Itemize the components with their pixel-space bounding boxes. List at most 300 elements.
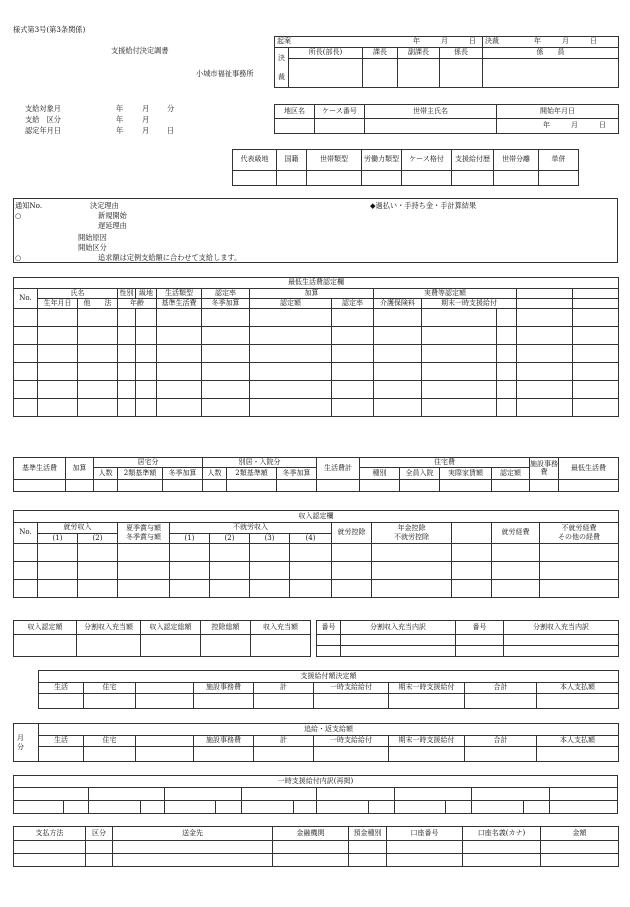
reason-3: 開始原因: [78, 233, 107, 242]
blank-cell: [203, 480, 227, 492]
header-cell: 性別: [119, 288, 134, 297]
blank-cell: [452, 523, 492, 544]
blank-cell: [349, 854, 387, 867]
blank-cell: [136, 683, 194, 694]
header-cell: (1): [38, 534, 78, 544]
header-cell: (3): [250, 534, 290, 544]
blank-cell: [84, 694, 136, 709]
header-cell: 住宅: [84, 736, 136, 747]
case-table: [274, 104, 619, 134]
blank-cell: [170, 580, 210, 598]
blank-cell: [242, 788, 317, 801]
blank-cell: [136, 399, 157, 417]
header-cell: 基準生活費: [14, 458, 66, 480]
blank-cell: [113, 841, 273, 854]
blank-cell: [164, 788, 241, 801]
decision-table: [38, 670, 619, 709]
blank-cell: [456, 635, 504, 646]
blank-cell: [314, 694, 389, 709]
blank-cell: [559, 480, 619, 492]
blank-cell: [465, 694, 537, 709]
blank-cell: [446, 801, 472, 814]
header-cell: 生活費計: [317, 458, 360, 480]
blank-cell: [573, 309, 619, 327]
header-cell: 支払方法: [14, 827, 86, 841]
blank-cell: [118, 345, 136, 363]
blank-cell: [157, 399, 202, 417]
blank-cell: [463, 854, 541, 867]
temp-table: [13, 775, 618, 814]
bunkatsu-table: [316, 620, 619, 657]
blank-cell: [210, 544, 250, 562]
blank-cell: [402, 171, 452, 186]
header-cell: 介護保険料: [374, 299, 422, 309]
header-cell: 分割収入充当内訳: [504, 621, 619, 635]
col-kakari: 係 員: [483, 48, 619, 59]
header-cell: 分割収入充当内訳: [341, 621, 456, 635]
circle-1: ○: [15, 211, 22, 220]
header-cell: 氏名: [38, 289, 118, 299]
header-cell: 住宅: [84, 683, 136, 694]
blank-cell: [118, 381, 136, 399]
blank-cell: [14, 363, 38, 381]
blank-cell: [140, 801, 164, 814]
blank-cell: [136, 736, 194, 747]
blank-cell: [452, 544, 492, 562]
blank-cell: [14, 580, 38, 598]
blank-cell: [38, 363, 78, 381]
header-cell: 2類基準額: [227, 468, 277, 480]
blank-cell: [504, 646, 619, 657]
blank-cell: [372, 562, 452, 580]
header-cell: 番号: [317, 621, 341, 635]
header-cell: 認定額: [492, 468, 530, 480]
blank-cell: [452, 562, 492, 580]
blank-cell: [89, 801, 141, 814]
blank-cell: [202, 327, 250, 345]
col-case-kaku: ケース格付: [402, 150, 452, 171]
blank-cell: [374, 363, 422, 381]
blank-cell: [14, 480, 66, 492]
blank-cell: [290, 580, 332, 598]
blank-cell: [202, 345, 250, 363]
blank-cell: [242, 801, 294, 814]
header-cell: 就労経費: [492, 523, 540, 544]
blank-cell: [374, 309, 422, 327]
blank-cell: [537, 747, 619, 762]
blank-cell: [549, 788, 617, 801]
blank-cell: [202, 309, 250, 327]
blank-cell: [517, 327, 573, 345]
header-cell: 期末一時支援給付: [389, 736, 465, 747]
header-cell: 認定率: [202, 289, 250, 299]
blank-cell: [201, 635, 251, 657]
rep-table: [232, 149, 579, 186]
blank-cell: [398, 59, 440, 88]
blank-cell: [540, 562, 619, 580]
header-cell: 生活類型: [157, 289, 202, 299]
blank-cell: [113, 854, 273, 867]
blank-cell: [317, 480, 360, 492]
blank-cell: [250, 381, 332, 399]
blank-cell: [389, 694, 465, 709]
blank-cell: [497, 327, 517, 345]
header-cell: 決裁 年 月 日: [483, 37, 619, 48]
blank-cell: [78, 327, 118, 345]
blank-cell: [202, 399, 250, 417]
blank-cell: [136, 747, 194, 762]
blank-cell: [573, 345, 619, 363]
addback-title: 追給・返支給額: [39, 724, 619, 736]
header-cell: 冬季加算: [163, 468, 203, 480]
blank-cell: [157, 327, 202, 345]
blank-cell: [233, 171, 277, 186]
blank-cell: [422, 363, 497, 381]
blank-cell: [314, 747, 389, 762]
blank-cell: [63, 801, 89, 814]
blank-cell: [202, 363, 250, 381]
blank-cell: [78, 580, 118, 598]
blank-cell: [400, 480, 440, 492]
header-cell: 金額: [541, 827, 619, 841]
blank-cell: [14, 841, 86, 854]
header-cell: (4): [290, 534, 332, 544]
blank-cell: [463, 841, 541, 854]
blank-cell: [317, 801, 369, 814]
blank-cell: [194, 747, 254, 762]
blank-cell: [118, 580, 170, 598]
office-name: 小城市福祉事務所: [196, 69, 254, 78]
blank-cell: [14, 788, 89, 801]
income-title: 収入認定欄: [14, 511, 619, 523]
blank-cell: [250, 544, 290, 562]
blank-cell: [202, 381, 250, 399]
blank-cell: [492, 580, 540, 598]
blank-cell: [317, 788, 394, 801]
header-cell: 生活: [39, 683, 84, 694]
header-cell: 基準生活費: [157, 299, 202, 309]
col-rodo: 労働力類型: [362, 150, 402, 171]
blank-cell: [38, 399, 78, 417]
reason-2: 遅延理由: [98, 221, 127, 230]
blank-cell: [372, 580, 452, 598]
blank-cell: [483, 59, 619, 88]
nintei-table: [13, 620, 311, 657]
col-case-no: ケース番号: [315, 105, 365, 119]
info-b1: 分: [167, 104, 175, 113]
blank-cell: [372, 544, 452, 562]
blank-cell: [422, 399, 497, 417]
blank-cell: [369, 801, 395, 814]
info-m2: 月: [142, 115, 150, 124]
blank-cell: [492, 480, 530, 492]
blank-cell: [290, 562, 332, 580]
header-cell: 年 月 日: [497, 119, 619, 134]
approval-table: [274, 36, 619, 88]
header-cell: 期末一時支援給付: [422, 299, 517, 309]
header-cell: 預金種別: [349, 827, 387, 841]
header-cell: 分割収入充当額: [77, 621, 141, 635]
basic-table: [13, 457, 619, 492]
blank-cell: [275, 119, 315, 134]
col-daihyo: 代表級地: [233, 150, 277, 171]
blank-cell: [389, 747, 465, 762]
blank-cell: [530, 480, 559, 492]
blank-cell: [452, 171, 494, 186]
blank-cell: [157, 309, 202, 327]
header-cell: 冬季加算: [202, 299, 250, 309]
header-cell: 控除総額: [201, 621, 251, 635]
blank-cell: [573, 327, 619, 345]
blank-cell: [422, 327, 497, 345]
info-y3: 年: [116, 126, 124, 135]
blank-cell: [78, 381, 118, 399]
blank-cell: [497, 309, 517, 327]
blank-cell: [492, 544, 540, 562]
blank-cell: [540, 544, 619, 562]
blank-cell: [163, 480, 203, 492]
blank-cell: [497, 399, 517, 417]
blank-cell: [472, 788, 549, 801]
header-cell: 年齢: [118, 299, 157, 309]
blank-cell: [210, 580, 250, 598]
blank-cell: [78, 345, 118, 363]
header-cell: 施設事務費: [194, 683, 254, 694]
col-fukukacho: 副課長: [398, 48, 440, 59]
blank-cell: [38, 327, 78, 345]
header-cell: 居宅分: [94, 458, 203, 468]
col-tanpei: 単併: [539, 150, 579, 171]
blank-cell: [118, 544, 170, 562]
blank-cell: [332, 399, 374, 417]
blank-cell: [362, 171, 402, 186]
header-cell: 月 分: [14, 724, 39, 762]
blank-cell: [539, 171, 579, 186]
header-cell: 収入認定額: [14, 621, 77, 635]
blank-cell: [38, 580, 78, 598]
blank-cell: [374, 345, 422, 363]
blank-cell: [494, 171, 539, 186]
header-cell: 収入充当額: [251, 621, 311, 635]
notice-reason: 決定理由: [90, 201, 119, 210]
blank-cell: [14, 854, 86, 867]
blank-cell: [440, 59, 483, 88]
blank-cell: [465, 747, 537, 762]
header-cell: 住宅費: [360, 458, 530, 468]
blank-cell: [422, 309, 497, 327]
blank-cell: [250, 327, 332, 345]
header-cell: 番号: [456, 621, 504, 635]
info-d3: 日: [167, 126, 175, 135]
blank-cell: [549, 801, 617, 814]
header-cell: 本人支払額: [537, 683, 619, 694]
blank-cell: [136, 327, 157, 345]
blank-cell: [194, 694, 254, 709]
header-cell: 施設事務費: [530, 458, 559, 480]
header-cell: 決 裁: [275, 48, 289, 88]
header-cell: 区分: [86, 827, 113, 841]
header-cell: 不就労収入: [170, 523, 332, 534]
header-cell: 人数: [94, 468, 118, 480]
blank-cell: [227, 480, 277, 492]
blank-cell: [277, 171, 307, 186]
header-cell: 夏季賞与額 冬季賞与額: [118, 523, 170, 544]
blank-cell: [573, 363, 619, 381]
header-cell: No.: [14, 523, 38, 544]
blank-cell: [216, 801, 242, 814]
info-label-1: 支給対象月: [25, 104, 61, 113]
temp-title: 一時支援給付内訳(再掲): [14, 776, 618, 788]
blank-cell: [38, 381, 78, 399]
blank-cell: [250, 580, 290, 598]
info-y1: 年: [116, 104, 124, 113]
header-cell: 生活: [39, 736, 84, 747]
blank-cell: [440, 480, 492, 492]
blank-cell: [540, 580, 619, 598]
blank-cell: [14, 399, 38, 417]
blank-cell: [422, 381, 497, 399]
blank-cell: [360, 480, 400, 492]
reason-4: 開始区分: [78, 243, 107, 252]
blank-cell: [136, 345, 157, 363]
header-cell: 計: [254, 736, 314, 747]
blank-cell: [118, 327, 136, 345]
blank-cell: [250, 363, 332, 381]
header-cell: 一時支給給付: [314, 683, 389, 694]
blank-cell: [332, 544, 372, 562]
blank-cell: [497, 345, 517, 363]
header-cell: 施設事務費: [194, 736, 254, 747]
blank-cell: [78, 562, 118, 580]
blank-cell: [14, 562, 38, 580]
addback-table: [13, 723, 619, 762]
col-shocho: 所長(部長): [289, 48, 363, 59]
header-cell: 期末一時支援給付: [389, 683, 465, 694]
blank-cell: [374, 327, 422, 345]
blank-cell: [38, 345, 78, 363]
blank-cell: [497, 363, 517, 381]
header-cell: 計: [254, 683, 314, 694]
blank-cell: [363, 59, 398, 88]
blank-cell: [517, 363, 573, 381]
blank-cell: [170, 544, 210, 562]
blank-cell: [332, 580, 372, 598]
header-cell: 生年月日: [38, 299, 78, 309]
header-cell: 加算: [66, 458, 94, 480]
income-table: [13, 510, 619, 598]
blank-cell: [136, 309, 157, 327]
blank-cell: [332, 309, 374, 327]
header-cell: No.: [14, 289, 38, 309]
reason-5: 追求額は定例支給額に合わせて支給します。: [98, 253, 242, 262]
blank-cell: [517, 299, 573, 309]
blank-cell: [332, 562, 372, 580]
blank-cell: [136, 381, 157, 399]
blank-cell: [541, 841, 619, 854]
blank-cell: [78, 544, 118, 562]
blank-cell: [317, 646, 341, 657]
blank-cell: [452, 580, 492, 598]
blank-cell: [14, 345, 38, 363]
header-cell: 年金控除 不就労控除: [372, 523, 452, 544]
blank-cell: [118, 363, 136, 381]
blank-cell: [14, 801, 64, 814]
blank-cell: [374, 399, 422, 417]
header-cell: 収入認定総額: [141, 621, 201, 635]
blank-cell: [136, 694, 194, 709]
blank-cell: [250, 345, 332, 363]
blank-cell: [89, 788, 164, 801]
decision-title: 支援給付額決定額: [39, 671, 619, 683]
header-cell: 金融機関: [273, 827, 349, 841]
kian-label: 起案: [275, 37, 363, 48]
blank-cell: [141, 635, 201, 657]
blank-cell: [250, 399, 332, 417]
header-cell: 口座番号: [387, 827, 463, 841]
header-cell: 他 法: [78, 299, 118, 309]
header-cell: (2): [210, 534, 250, 544]
blank-cell: [456, 646, 504, 657]
blank-cell: [77, 635, 141, 657]
header-cell: 実費等認定額: [374, 289, 517, 299]
col-kokuseki: 国籍: [277, 150, 307, 171]
blank-cell: [504, 635, 619, 646]
blank-cell: [537, 694, 619, 709]
blank-cell: [573, 399, 619, 417]
blank-cell: [250, 562, 290, 580]
blank-cell: [38, 309, 78, 327]
header-cell: (1): [170, 534, 210, 544]
blank-cell: [492, 562, 540, 580]
blank-cell: [332, 327, 374, 345]
min-living-table: [13, 277, 619, 417]
blank-cell: [157, 345, 202, 363]
col-kacho: 課長: [363, 48, 398, 59]
header-cell: 口座名義(カナ): [463, 827, 541, 841]
payment-table: [13, 826, 619, 867]
info-label-2: 支給 区分: [25, 115, 61, 124]
blank-cell: [254, 694, 314, 709]
header-cell: (2): [78, 534, 118, 544]
blank-cell: [517, 381, 573, 399]
blank-cell: [14, 327, 38, 345]
header-cell: 実際家賃額: [440, 468, 492, 480]
blank-cell: [573, 381, 619, 399]
blank-cell: [307, 171, 362, 186]
blank-cell: [38, 544, 78, 562]
blank-cell: [387, 841, 463, 854]
header-cell: 一時支給給付: [314, 736, 389, 747]
blank-cell: [118, 399, 136, 417]
blank-cell: [251, 635, 311, 657]
blank-cell: [136, 363, 157, 381]
info-m3: 月: [142, 126, 150, 135]
blank-cell: [66, 480, 94, 492]
blank-cell: [84, 747, 136, 762]
blank-cell: [170, 562, 210, 580]
blank-cell: [39, 747, 84, 762]
info-m1: 月: [142, 104, 150, 113]
blank-cell: [94, 480, 118, 492]
header-cell: 送金先: [113, 827, 273, 841]
blank-cell: [365, 119, 497, 134]
blank-cell: [86, 854, 113, 867]
blank-cell: [387, 854, 463, 867]
blank-cell: [472, 801, 524, 814]
blank-cell: [86, 841, 113, 854]
header-cell: 就労控除: [332, 523, 372, 544]
blank-cell: [517, 399, 573, 417]
